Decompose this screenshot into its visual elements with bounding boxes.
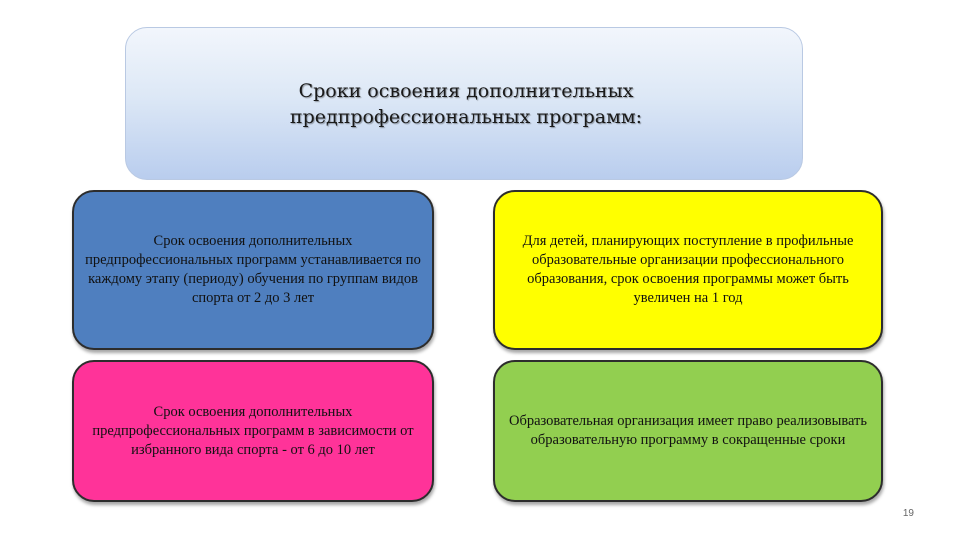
card-extension <box>493 190 883 350</box>
card-total-duration <box>72 360 434 502</box>
card-stage-duration <box>72 190 434 350</box>
title-box <box>125 27 803 180</box>
card-shortened-terms <box>493 360 883 502</box>
slide-title: Сроки освоения дополнительных предпрофессиональных программ: <box>289 80 643 128</box>
card-extension-text: Для детей, планирующих поступление в профильные образовательные организации профессионального образования, срок освоения программы может быть увеличен на 1 год <box>522 233 854 306</box>
card-stage-duration-text: Срок освоения дополнительных предпрофессиональных программ устанавливается по каждому этапу (периоду) обучения по группам видов спорта от 2 до 3 лет <box>85 233 421 306</box>
page-number: 19 <box>902 508 914 519</box>
card-total-duration-text: Срок освоения дополнительных предпрофессиональных программ в зависимости от избранного вида спорта - от 6 до 10 лет <box>92 403 414 458</box>
card-shortened-terms-text: Образовательная организация имеет право реализовывать образовательную программу в сокращенные сроки <box>508 413 868 448</box>
